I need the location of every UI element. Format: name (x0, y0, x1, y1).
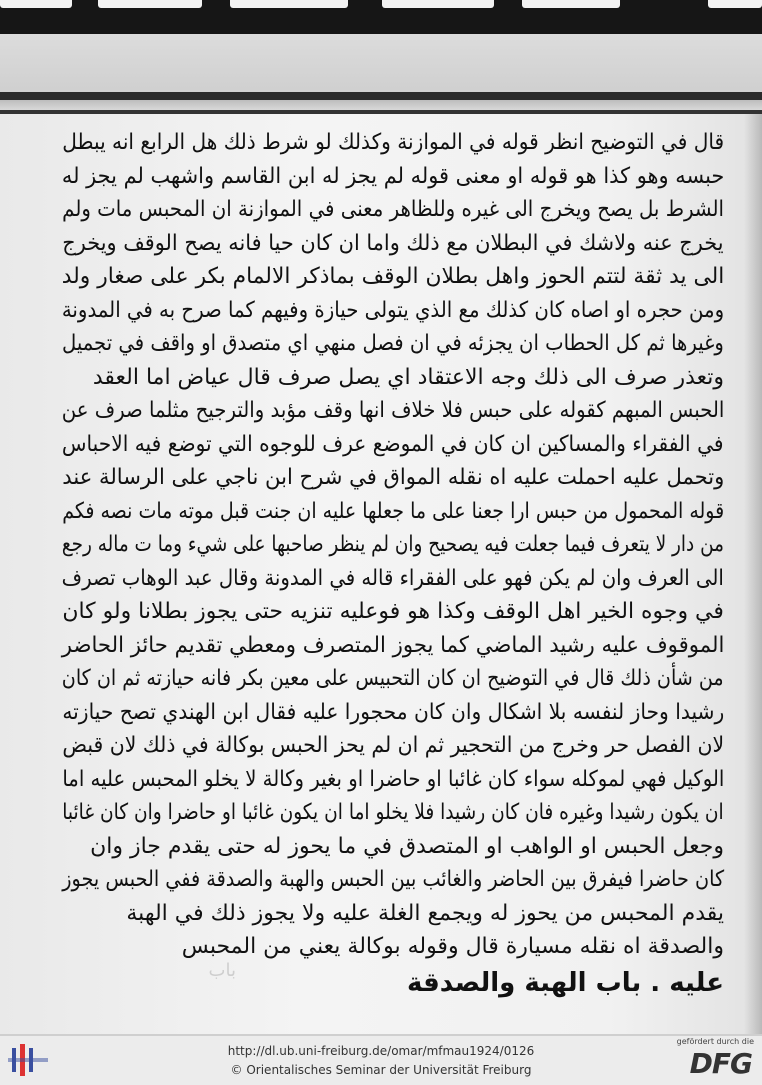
manuscript-line: ان يكون رشيدا وغيره فان كان رشيدا فلا يخلو اما ان يكون غائبا او حاضرا وان كان غائبا (62, 800, 724, 825)
manuscript-line: وتحمل عليه احملت عليه اه نقله المواق في شرح ابن ناجي على الرسالة عند (61, 465, 724, 490)
manuscript-line: وغيرها ثم كل الحطاب ان يجزئه في ان فصل منهي اي متصدق او واقف في تجميل (62, 331, 724, 356)
top-tab (522, 0, 620, 8)
manuscript-line: والصدقة اه نقله مسيارة قال وقوله بوكالة يعني من المحبس (181, 934, 724, 959)
footer (0, 1034, 762, 1085)
manuscript-line: الوكيل فهي لموكله سواء كان غائبا او حاضرا او بغير وكالة لا يخلو المحبس عليه اما (61, 766, 724, 792)
manuscript-line: حبسه وهو كذا هو قوله او معنى قوله لم يجز له ابن القاسم واشهب لم يجز له (61, 163, 724, 189)
manuscript-line: الشرط بل يصح ويخرج الى غيره وللظاهر معنى في الموازنة ان المحبس مات ولم (62, 197, 724, 222)
manuscript-text (61, 130, 724, 998)
manuscript-line: قوله المحمول من حبس ارا جعنا على ما جعلها عليه ان جنت قبل موته مات نصه فكم (61, 498, 724, 524)
top-tab (98, 0, 202, 8)
page-edge (0, 34, 762, 94)
top-tab (382, 0, 494, 8)
top-strip (0, 0, 762, 34)
manuscript-line: رشيدا وحاز لنفسه بلا اشكال وان كان محجورا عليه فقال ابن الهندي تصح حيازته (62, 699, 724, 725)
manuscript-line: الحبس المبهم كقوله على حبس فلا خلاف انها وقف مؤبد والترجيح مثلما صرف عن (61, 398, 724, 423)
copyright-text: © Orientalisches Seminar der Universität Freiburg (230, 1063, 532, 1077)
source-url[interactable]: http://dl.ub.uni-freiburg.de/omar/mfmau1924/0126 (227, 1044, 535, 1058)
faint-stamp: باب (208, 960, 236, 981)
footer-divider (0, 1034, 762, 1036)
manuscript-line: وتعذر صرف الى ذلك وجه الاعتقاد اي يصل صرف قال عياض اما العقد (92, 364, 724, 390)
manuscript-line: من شأن ذلك قال في التوضيح ان كان التحبيس على معين بكر فانه حيازته ثم ان كان (62, 666, 724, 691)
top-tab (230, 0, 348, 8)
manuscript-line: وجعل الحبس او الواهب او المتصدق في ما يحوز له حتى يقدم جاز وان (90, 833, 724, 859)
manuscript-line: عليه . باب الهبة والصدقة (407, 967, 724, 998)
manuscript-line: يقدم المحبس من يحوز له ويجمع الغلة عليه ولا يجوز ذلك في الهبة (126, 900, 724, 926)
manuscript-line: من دار لا يتعرف فيما جعلت فيه يصحيح وان لم ينظر صاحبها على شيء وما ت ماله رجع (61, 532, 724, 557)
manuscript-line: الى يد ثقة لتتم الحوز واهل بطلان الوقف بماذكر الالمام بكر على صغار ولد (61, 264, 724, 289)
manuscript-line: الى العرف وان لم يكن فهو على الفقراء قاله في المدونة وقال عبد الوهاب تصرف (61, 565, 724, 591)
manuscript-line: ومن حجره او اصاه كان كذلك مع الذي يتولى حيازة وفيهم كما صرح به في المدونة (61, 297, 724, 323)
top-tab (0, 0, 72, 8)
top-tab (708, 0, 762, 8)
manuscript-line: في وجوه الخير اهل الوقف وكذا هو فوعليه تنزيه حتى يجوز بطلانا ولو كان (62, 599, 724, 624)
manuscript-line: في الفقراء والمساكين ان كان في الموضع عرف للوجوه التي توضع فيه الاحباس (62, 431, 724, 457)
dfg-logo: DFG (689, 1047, 752, 1080)
manuscript-line: يخرج عنه ولاشك في البطلان مع ذلك واما ان كان حيا فانه يصح الوقف ويخرج (62, 230, 724, 256)
manuscript-line: لان الفصل حر وخرج من التحجير ثم ان لم يحز الحبس بوكالة في ذلك لان قبض (62, 733, 724, 758)
manuscript-line: قال في التوضيح انظر قوله في الموازنة وكذلك لو شرط ذلك هل الرابع انه يبطل (62, 130, 724, 155)
sponsor-caption: gefördert durch die (676, 1037, 754, 1046)
manuscript-line: الموقوف عليه رشيد الماضي كما يجوز المتصرف ومعطي تقديم حائز الحاضر (61, 632, 724, 658)
sheet-shadow (744, 114, 762, 1034)
page-edge (0, 92, 762, 100)
manuscript-line: كان حاضرا فيفرق بين الحاضر والغائب بين الحبس والهبة والصدقة ففي الحبس يجوز (62, 867, 724, 892)
